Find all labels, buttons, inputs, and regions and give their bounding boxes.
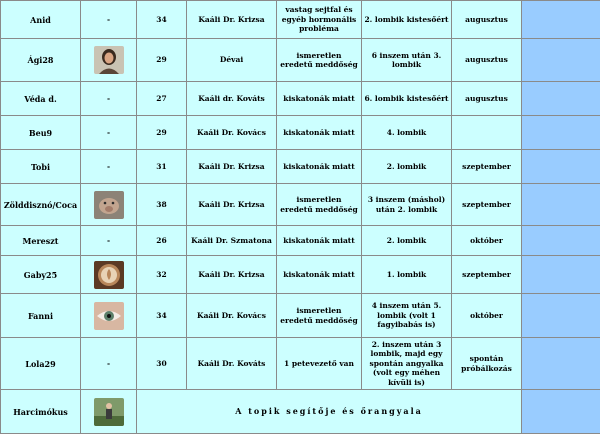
side-column-cell xyxy=(522,116,600,150)
coffee-cup-avatar-icon xyxy=(94,261,124,289)
age-cell: 29 xyxy=(137,116,187,150)
side-column-cell xyxy=(522,226,600,256)
age-cell: 29 xyxy=(137,39,187,82)
status-cell: 1. lombik xyxy=(362,256,452,294)
footer-member-name: Harcimókus xyxy=(1,390,81,434)
side-column-cell xyxy=(522,256,600,294)
clinic-cell: Kaáli Dr. Krizsa xyxy=(187,150,277,184)
avatar-placeholder: - xyxy=(81,226,137,256)
member-name: Beu9 xyxy=(1,116,81,150)
avatar-cell xyxy=(81,39,137,82)
figure-outdoor-avatar-icon xyxy=(94,398,124,426)
age-cell: 26 xyxy=(137,226,187,256)
member-name: Fanni xyxy=(1,294,81,338)
avatar-placeholder: - xyxy=(81,150,137,184)
status-cell: 2. lombik xyxy=(362,226,452,256)
helper-banner xyxy=(137,390,522,434)
month-cell: augusztus xyxy=(452,1,522,39)
table-row xyxy=(1,39,600,82)
table-row xyxy=(1,116,600,150)
clinic-cell: Kaáli Dr. Kováts xyxy=(187,338,277,390)
table-row xyxy=(1,294,600,338)
avatar-cell xyxy=(81,390,137,434)
age-cell: 34 xyxy=(137,1,187,39)
month-cell: október xyxy=(452,226,522,256)
avatar-cell xyxy=(81,294,137,338)
avatar-cell xyxy=(81,256,137,294)
status-cell: 4 inszem után 5. lombik (volt 1 fagyibabás is) xyxy=(362,294,452,338)
age-cell: 31 xyxy=(137,150,187,184)
clinic-cell: Kaáli Dr. Krizsa xyxy=(187,1,277,39)
member-name: Gaby25 xyxy=(1,256,81,294)
side-column-cell xyxy=(522,294,600,338)
status-cell: 2. lombik kistesőért xyxy=(362,1,452,39)
month-cell: szeptember xyxy=(452,256,522,294)
member-name: Tobi xyxy=(1,150,81,184)
month-cell xyxy=(452,116,522,150)
helper-banner-text: A topik segítője és őrangyala xyxy=(235,406,423,417)
status-cell: 2. inszem után 3 lombik, majd egy spontán angyalka (volt egy méhen kívüli is) xyxy=(362,338,452,390)
reason-cell: kiskatonák miatt xyxy=(277,150,362,184)
avatar-placeholder: - xyxy=(81,338,137,390)
clinic-cell: Kaáli Dr. Kovács xyxy=(187,294,277,338)
clinic-cell: Dévai xyxy=(187,39,277,82)
side-column-cell xyxy=(522,39,600,82)
side-column-cell xyxy=(522,1,600,39)
avatar-cell xyxy=(81,184,137,226)
reason-cell: kiskatonák miatt xyxy=(277,256,362,294)
age-cell: 34 xyxy=(137,294,187,338)
member-name: Anid xyxy=(1,1,81,39)
side-column-cell xyxy=(522,82,600,116)
table-row xyxy=(1,256,600,294)
month-cell: szeptember xyxy=(452,150,522,184)
side-column-cell xyxy=(522,150,600,184)
month-cell: augusztus xyxy=(452,39,522,82)
table-row xyxy=(1,226,600,256)
reason-cell: kiskatonák miatt xyxy=(277,226,362,256)
table-row xyxy=(1,184,600,226)
avatar-placeholder: - xyxy=(81,116,137,150)
footer-row xyxy=(1,390,600,434)
side-column-cell xyxy=(522,184,600,226)
clinic-cell: Kaáli Dr. Krizsa xyxy=(187,256,277,294)
clinic-cell: Kaáli Dr. Kovács xyxy=(187,116,277,150)
age-cell: 30 xyxy=(137,338,187,390)
status-cell: 6. lombik kistesőért xyxy=(362,82,452,116)
pig-avatar-icon xyxy=(94,191,124,219)
month-cell: október xyxy=(452,294,522,338)
status-cell: 2. lombik xyxy=(362,150,452,184)
reason-cell: 1 petevezető van xyxy=(277,338,362,390)
member-name: Lola29 xyxy=(1,338,81,390)
age-cell: 32 xyxy=(137,256,187,294)
reason-cell: vastag sejtfal és egyéb hormonális probléma xyxy=(277,1,362,39)
reason-cell: ismeretlen eredetű meddőség xyxy=(277,184,362,226)
eye-avatar-icon xyxy=(94,302,124,330)
member-name: Véda d. xyxy=(1,82,81,116)
reason-cell: kiskatonák miatt xyxy=(277,82,362,116)
age-cell: 38 xyxy=(137,184,187,226)
age-cell: 27 xyxy=(137,82,187,116)
table-row xyxy=(1,1,600,39)
woman-portrait-avatar-icon xyxy=(94,46,124,74)
month-cell: augusztus xyxy=(452,82,522,116)
table-row xyxy=(1,150,600,184)
status-cell: 4. lombik xyxy=(362,116,452,150)
reason-cell: ismeretlen eredetű meddőség xyxy=(277,39,362,82)
month-cell: szeptember xyxy=(452,184,522,226)
clinic-cell: Kaáli Dr. Krizsa xyxy=(187,184,277,226)
clinic-cell: Kaáli dr. Kováts xyxy=(187,82,277,116)
reason-cell: kiskatonák miatt xyxy=(277,116,362,150)
avatar-placeholder: - xyxy=(81,82,137,116)
member-name: Zölddisznó/Coca xyxy=(1,184,81,226)
side-column-cell xyxy=(522,338,600,390)
clinic-cell: Kaáli Dr. Szmatona xyxy=(187,226,277,256)
side-column-cell xyxy=(522,390,600,434)
reason-cell: ismeretlen eredetű meddőség xyxy=(277,294,362,338)
member-name: Ági28 xyxy=(1,39,81,82)
month-cell: spontán próbálkozás xyxy=(452,338,522,390)
table-row xyxy=(1,82,600,116)
table-row xyxy=(1,338,600,390)
status-cell: 3 inszem (máshol) után 2. lombik xyxy=(362,184,452,226)
status-cell: 6 inszem után 3. lombik xyxy=(362,39,452,82)
avatar-placeholder: - xyxy=(81,1,137,39)
member-name: Mereszt xyxy=(1,226,81,256)
